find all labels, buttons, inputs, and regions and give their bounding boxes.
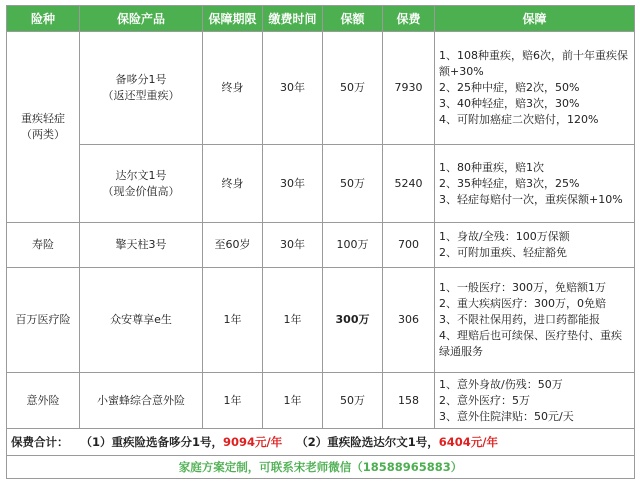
header-term: 保障期限 [203, 6, 263, 32]
table-row [7, 145, 635, 223]
coverage-item: 2、35种轻症，赔3次，25% [439, 176, 580, 190]
term-cell: 终身 [203, 145, 263, 223]
coverage-item: 1、80种重疾，赔1次 [439, 160, 544, 174]
header-type: 险种 [7, 6, 80, 32]
coverage-cell [435, 268, 635, 373]
coverage-item: 1、身故/全残：100万保额 [439, 230, 570, 243]
coverage-item: 3、不限社保用药，进口药都能报 [439, 313, 600, 326]
amount-cell: 300万 [323, 268, 383, 373]
coverage-cell [435, 223, 635, 268]
table-row [7, 223, 635, 268]
coverage-item: 1、108种重疾，赔6次，前十年重疾保额+30% [439, 49, 628, 78]
pay-cell: 1年 [263, 373, 323, 429]
total-label: 保费合计： [11, 435, 69, 449]
premium-cell: 700 [383, 223, 435, 268]
coverage-item: 3、意外住院津贴：50元/天 [439, 409, 574, 423]
header-row [7, 6, 635, 32]
coverage-item: 2、可附加重疾、轻症豁免 [439, 246, 567, 259]
type-cell: 百万医疗险 [7, 268, 80, 373]
amount-cell: 50万 [323, 373, 383, 429]
total-option2-text: （2）重疾险选达尔文1号， [296, 435, 439, 449]
coverage-item: 2、意外医疗：5万 [439, 393, 530, 407]
type-cell: 寿险 [7, 223, 80, 268]
coverage-item: 2、25种中症，赔2次，50% [439, 81, 580, 94]
term-cell: 终身 [203, 32, 263, 145]
pay-cell: 30年 [263, 145, 323, 223]
product-cell: 擎天柱3号 [80, 223, 203, 268]
premium-cell: 5240 [383, 145, 435, 223]
product-cell: 小蜜蜂综合意外险 [80, 373, 203, 429]
total-option1-text: （1）重疾险选备哆分1号， [80, 435, 224, 449]
term-cell: 1年 [203, 268, 263, 373]
product-cell: 达尔文1号 （现金价值高） [80, 145, 203, 223]
term-cell: 1年 [203, 373, 263, 429]
coverage-cell [435, 145, 635, 223]
coverage-item: 3、轻症每赔付一次，重疾保额+10% [439, 192, 623, 206]
coverage-item: 1、一般医疗：300万，免赔额1万 [439, 281, 606, 294]
product-cell: 备哆分1号 （返还型重疾） [80, 32, 203, 145]
header-product: 保险产品 [80, 6, 203, 32]
premium-cell: 306 [383, 268, 435, 373]
premium-cell: 7930 [383, 32, 435, 145]
header-pay-period: 缴费时间 [263, 6, 323, 32]
coverage-item: 4、可附加癌症二次赔付，120% [439, 113, 599, 126]
coverage-item: 4、理赔后也可续保、医疗垫付、重疾绿通服务 [439, 329, 622, 358]
total-cell [7, 429, 635, 456]
pay-cell: 30年 [263, 223, 323, 268]
coverage-cell [435, 373, 635, 429]
coverage-item: 2、重大疾病医疗：300万，0免赔 [439, 297, 606, 310]
table-row [7, 268, 635, 373]
type-cell: 意外险 [7, 373, 80, 429]
header-premium: 保费 [383, 6, 435, 32]
table-row [7, 32, 635, 145]
coverage-cell [435, 32, 635, 145]
pay-cell: 1年 [263, 268, 323, 373]
total-option2-value: 6404元/年 [438, 435, 498, 449]
footer-row [7, 456, 635, 479]
insurance-plan-table [6, 5, 635, 479]
footer-contact: 家庭方案定制，可联系宋老师微信（18588965883） [7, 456, 635, 479]
header-coverage: 保障 [435, 6, 635, 32]
type-cell: 重疾轻症 （两类） [7, 32, 80, 223]
table-row [7, 373, 635, 429]
product-cell: 众安尊享e生 [80, 268, 203, 373]
total-option1-value: 9094元/年 [223, 435, 283, 449]
amount-cell: 50万 [323, 32, 383, 145]
pay-cell: 30年 [263, 32, 323, 145]
premium-cell: 158 [383, 373, 435, 429]
amount-cell: 50万 [323, 145, 383, 223]
coverage-item: 3、40种轻症，赔3次，30% [439, 97, 580, 110]
header-amount: 保额 [323, 6, 383, 32]
amount-cell: 100万 [323, 223, 383, 268]
total-row [7, 429, 635, 456]
term-cell: 至60岁 [203, 223, 263, 268]
coverage-item: 1、意外身故/伤残：50万 [439, 377, 563, 391]
